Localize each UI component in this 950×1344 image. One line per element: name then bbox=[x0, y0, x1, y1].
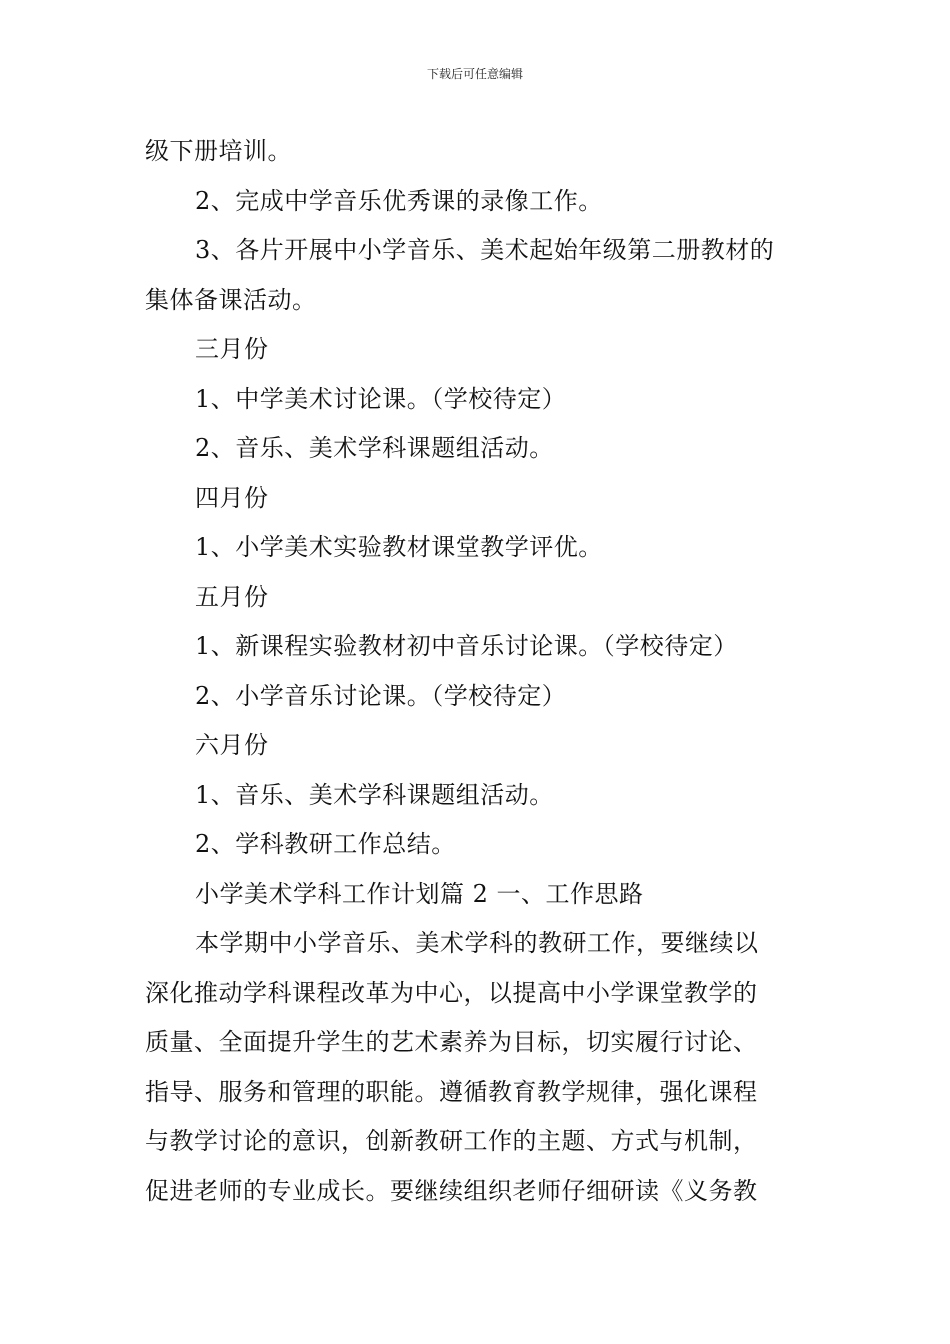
month-heading: 三月份 bbox=[195, 335, 269, 363]
list-item: 1、小学美术实验教材课堂教学评优。 bbox=[195, 533, 603, 561]
section-heading: 小学美术学科工作计划篇 2 一、工作思路 bbox=[195, 879, 644, 908]
paragraph-line: 本学期中小学音乐、美术学科的教研工作，要继续以 bbox=[195, 929, 759, 957]
page-header: 下载后可任意编辑 bbox=[426, 67, 523, 81]
month-heading: 六月份 bbox=[195, 731, 269, 759]
list-item: 2、学科教研工作总结。 bbox=[195, 830, 456, 858]
list-item: 1、新课程实验教材初中音乐讨论课。（学校待定） bbox=[195, 632, 738, 660]
list-item: 1、音乐、美术学科课题组活动。 bbox=[195, 780, 554, 809]
list-item: 3、各片开展中小学音乐、美术起始年级第二册教材的 bbox=[195, 236, 775, 264]
month-heading: 四月份 bbox=[195, 483, 269, 512]
paragraph-line: 深化推动学科课程改革为中心，以提高中小学课堂教学的 bbox=[145, 978, 758, 1007]
month-heading: 五月份 bbox=[195, 582, 269, 611]
document-body bbox=[145, 127, 807, 1216]
paragraph-line: 与教学讨论的意识，创新教研工作的主题、方式与机制， bbox=[145, 1127, 758, 1155]
list-item: 2、小学音乐讨论课。（学校待定） bbox=[195, 681, 567, 710]
list-item: 1、中学美术讨论课。（学校待定） bbox=[195, 384, 567, 413]
text-line: 集体备课活动。 bbox=[145, 285, 317, 314]
list-item: 2、音乐、美术学科课题组活动。 bbox=[195, 434, 554, 462]
text-line: 级下册培训。 bbox=[145, 137, 292, 165]
paragraph-line: 促进老师的专业成长。要继续组织老师仔细研读《义务教 bbox=[145, 1176, 758, 1205]
paragraph-line: 指导、服务和管理的职能。遵循教育教学规律，强化课程 bbox=[145, 1077, 758, 1106]
paragraph-line: 质量、全面提升学生的艺术素养为目标，切实履行讨论、 bbox=[145, 1028, 758, 1056]
list-item: 2、完成中学音乐优秀课的录像工作。 bbox=[195, 186, 603, 215]
